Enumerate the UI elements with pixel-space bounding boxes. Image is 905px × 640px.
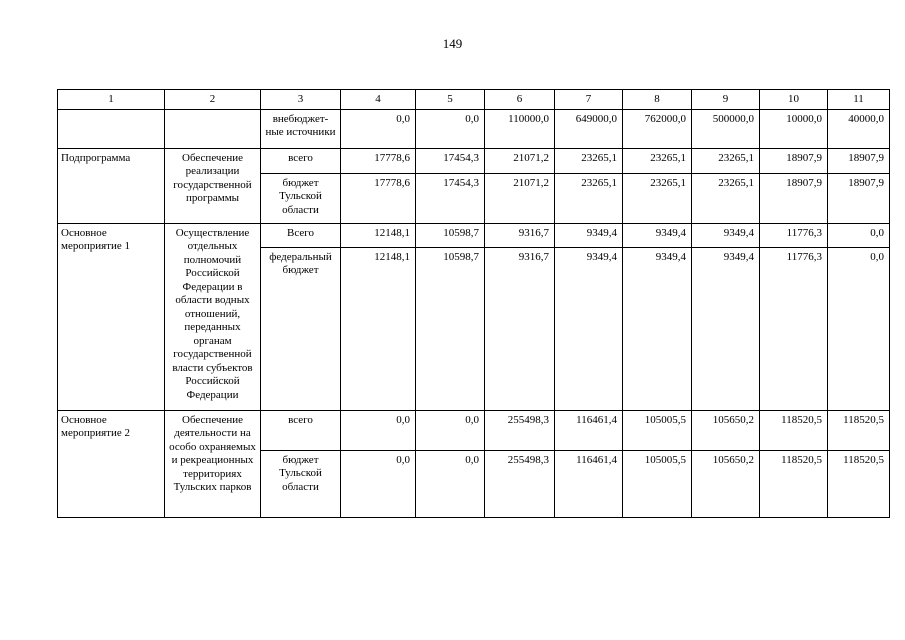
value-cell: 18907,9 bbox=[760, 173, 828, 223]
name-cell: Основное мероприятие 2 bbox=[58, 410, 165, 517]
value-cell: 500000,0 bbox=[692, 109, 760, 148]
page-number: 149 bbox=[442, 36, 463, 51]
name-cell: Основное мероприятие 1 bbox=[58, 223, 165, 410]
value-cell: 23265,1 bbox=[623, 148, 692, 173]
table-row bbox=[58, 109, 890, 148]
header-cell: 5 bbox=[416, 90, 485, 110]
header-cell: 2 bbox=[165, 90, 261, 110]
value-cell: 0,0 bbox=[416, 450, 485, 517]
value-cell: 11776,3 bbox=[760, 247, 828, 410]
header-cell: 10 bbox=[760, 90, 828, 110]
source-cell: федеральный бюджет bbox=[261, 247, 341, 410]
value-cell: 21071,2 bbox=[485, 148, 555, 173]
value-cell: 18907,9 bbox=[760, 148, 828, 173]
value-cell: 116461,4 bbox=[555, 450, 623, 517]
value-cell: 649000,0 bbox=[555, 109, 623, 148]
header-cell: 7 bbox=[555, 90, 623, 110]
value-cell: 23265,1 bbox=[692, 148, 760, 173]
source-cell: внебюджет-ные источники bbox=[261, 109, 341, 148]
value-cell: 0,0 bbox=[416, 109, 485, 148]
value-cell: 0,0 bbox=[341, 450, 416, 517]
name-cell: Подпрограмма bbox=[58, 148, 165, 223]
header-cell: 1 bbox=[58, 90, 165, 110]
value-cell: 105005,5 bbox=[623, 450, 692, 517]
name-cell bbox=[58, 109, 165, 148]
source-cell: бюджет Тульской области bbox=[261, 173, 341, 223]
table-row bbox=[58, 223, 890, 247]
header-cell: 4 bbox=[341, 90, 416, 110]
value-cell: 118520,5 bbox=[828, 410, 890, 450]
header-cell: 8 bbox=[623, 90, 692, 110]
value-cell: 118520,5 bbox=[760, 450, 828, 517]
description-cell: Обеспечение реализации государственной программы bbox=[165, 148, 261, 223]
value-cell: 105650,2 bbox=[692, 450, 760, 517]
source-cell: всего bbox=[261, 148, 341, 173]
value-cell: 10598,7 bbox=[416, 247, 485, 410]
description-cell: Осуществление отдельных полномочий Российской Федерации в области водных отношений, переданных органам государственной власти субъектов Российской Федерации bbox=[165, 223, 261, 410]
value-cell: 105650,2 bbox=[692, 410, 760, 450]
value-cell: 9316,7 bbox=[485, 223, 555, 247]
value-cell: 18907,9 bbox=[828, 148, 890, 173]
value-cell: 23265,1 bbox=[692, 173, 760, 223]
value-cell: 0,0 bbox=[341, 109, 416, 148]
value-cell: 21071,2 bbox=[485, 173, 555, 223]
source-cell: всего bbox=[261, 410, 341, 450]
value-cell: 0,0 bbox=[341, 410, 416, 450]
value-cell: 10598,7 bbox=[416, 223, 485, 247]
value-cell: 17454,3 bbox=[416, 148, 485, 173]
header-cell: 9 bbox=[692, 90, 760, 110]
value-cell: 9349,4 bbox=[623, 223, 692, 247]
value-cell: 118520,5 bbox=[828, 450, 890, 517]
value-cell: 116461,4 bbox=[555, 410, 623, 450]
value-cell: 12148,1 bbox=[341, 223, 416, 247]
value-cell: 12148,1 bbox=[341, 247, 416, 410]
header-row bbox=[58, 90, 890, 110]
value-cell: 118520,5 bbox=[760, 410, 828, 450]
value-cell: 255498,3 bbox=[485, 410, 555, 450]
header-cell: 3 bbox=[261, 90, 341, 110]
value-cell: 18907,9 bbox=[828, 173, 890, 223]
value-cell: 17778,6 bbox=[341, 173, 416, 223]
table-row bbox=[58, 148, 890, 173]
value-cell: 23265,1 bbox=[555, 173, 623, 223]
budget-table bbox=[57, 89, 890, 518]
value-cell: 762000,0 bbox=[623, 109, 692, 148]
value-cell: 17454,3 bbox=[416, 173, 485, 223]
value-cell: 9349,4 bbox=[555, 223, 623, 247]
value-cell: 10000,0 bbox=[760, 109, 828, 148]
description-cell bbox=[165, 109, 261, 148]
description-cell: Обеспечение деятельности на особо охраняемых и рекреационных территориях Тульских парков bbox=[165, 410, 261, 517]
value-cell: 0,0 bbox=[416, 410, 485, 450]
value-cell: 9349,4 bbox=[692, 247, 760, 410]
value-cell: 0,0 bbox=[828, 223, 890, 247]
value-cell: 40000,0 bbox=[828, 109, 890, 148]
value-cell: 110000,0 bbox=[485, 109, 555, 148]
value-cell: 255498,3 bbox=[485, 450, 555, 517]
value-cell: 9349,4 bbox=[692, 223, 760, 247]
value-cell: 23265,1 bbox=[555, 148, 623, 173]
source-cell: Всего bbox=[261, 223, 341, 247]
value-cell: 0,0 bbox=[828, 247, 890, 410]
value-cell: 9349,4 bbox=[555, 247, 623, 410]
value-cell: 23265,1 bbox=[623, 173, 692, 223]
value-cell: 105005,5 bbox=[623, 410, 692, 450]
value-cell: 9316,7 bbox=[485, 247, 555, 410]
source-cell: бюджет Тульской области bbox=[261, 450, 341, 517]
table-row bbox=[58, 410, 890, 450]
header-cell: 6 bbox=[485, 90, 555, 110]
value-cell: 9349,4 bbox=[623, 247, 692, 410]
value-cell: 17778,6 bbox=[341, 148, 416, 173]
header-cell: 11 bbox=[828, 90, 890, 110]
value-cell: 11776,3 bbox=[760, 223, 828, 247]
